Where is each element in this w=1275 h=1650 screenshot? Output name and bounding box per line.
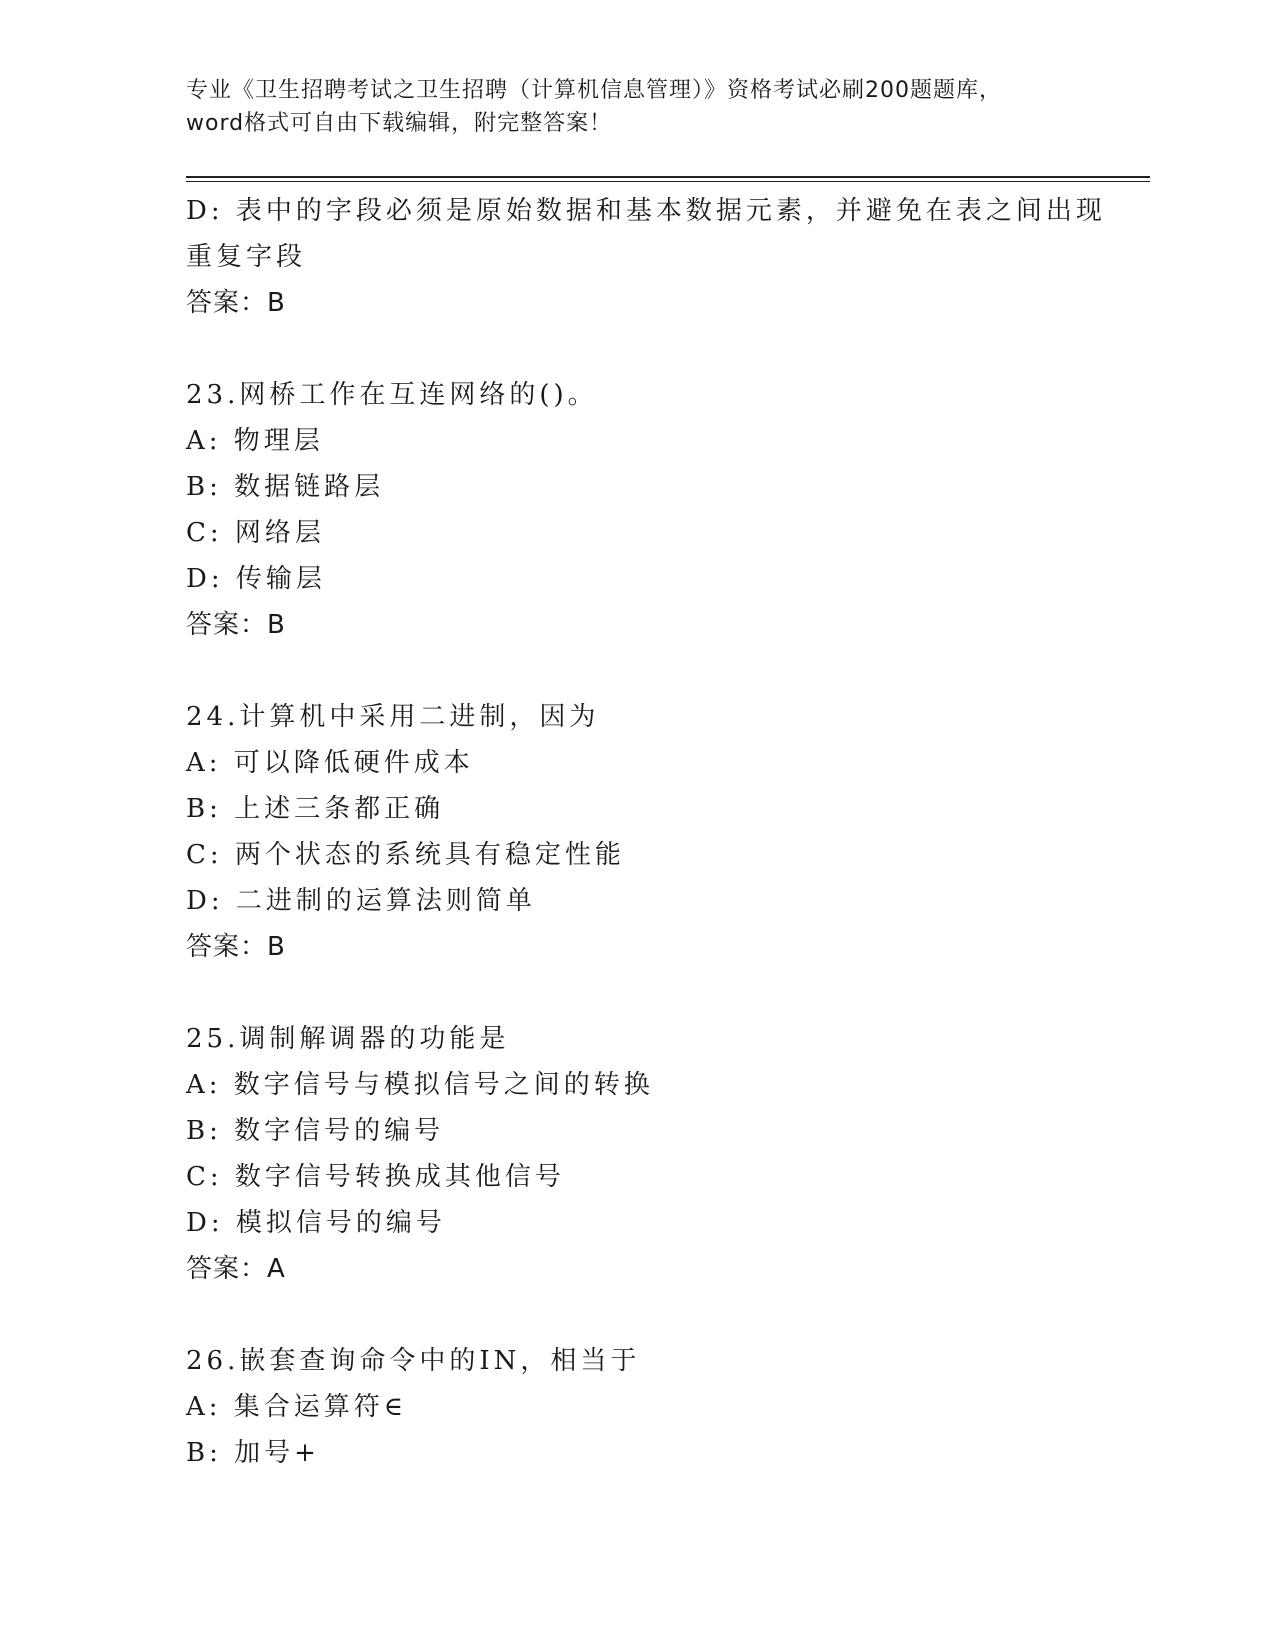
question-stem: 25.调制解调器的功能是	[186, 1024, 510, 1054]
document-header	[186, 74, 1106, 140]
option-b: B: 加号+	[186, 1438, 320, 1468]
question-block	[186, 372, 1086, 648]
header-line-2: word格式可自由下载编辑，附完整答案！	[186, 111, 613, 136]
option-a: A: 可以降低硬件成本	[186, 748, 474, 778]
option-a: A: 数字信号与模拟信号之间的转换	[186, 1070, 654, 1100]
answer-line: 答案：A	[186, 1254, 286, 1284]
header-divider-thick	[186, 176, 1150, 178]
option-d: D: 模拟信号的编号	[186, 1208, 446, 1238]
answer-line: 答案：B	[186, 610, 286, 640]
header-line-1: 专业《卫生招聘考试之卫生招聘（计算机信息管理）》资格考试必刷200题题库，	[186, 78, 1002, 103]
block-spacer	[186, 648, 1086, 694]
question-stem: 26.嵌套查询命令中的IN，相当于	[186, 1346, 641, 1376]
question-stem: 24.计算机中采用二进制，因为	[186, 702, 600, 732]
question-block	[186, 1016, 1086, 1292]
question-block	[186, 694, 1086, 970]
option-c: C: 两个状态的系统具有稳定性能	[186, 840, 625, 870]
option-a: A: 物理层	[186, 426, 324, 456]
question-block	[186, 1338, 1086, 1476]
question-list	[186, 188, 1106, 1476]
option-b: B: 数字信号的编号	[186, 1116, 445, 1146]
question-block	[186, 188, 1106, 326]
header-divider-thin	[186, 181, 1150, 182]
option-line: D: 表中的字段必须是原始数据和基本数据元素，并避免在表之间出现	[186, 196, 1106, 226]
block-spacer	[186, 970, 1086, 1016]
option-d: D: 传输层	[186, 564, 326, 594]
option-b: B: 数据链路层	[186, 472, 385, 502]
block-spacer	[186, 1292, 1086, 1338]
option-c: C: 网络层	[186, 518, 325, 548]
option-d: D: 二进制的运算法则简单	[186, 886, 536, 916]
option-line: 重复字段	[186, 242, 307, 272]
question-stem: 23.网桥工作在互连网络的()。	[186, 380, 598, 410]
answer-line: 答案：B	[186, 288, 286, 318]
option-b: B: 上述三条都正确	[186, 794, 445, 824]
option-a: A: 集合运算符∈	[186, 1392, 408, 1422]
block-spacer	[186, 326, 1086, 372]
option-c: C: 数字信号转换成其他信号	[186, 1162, 565, 1192]
answer-line: 答案：B	[186, 932, 286, 962]
